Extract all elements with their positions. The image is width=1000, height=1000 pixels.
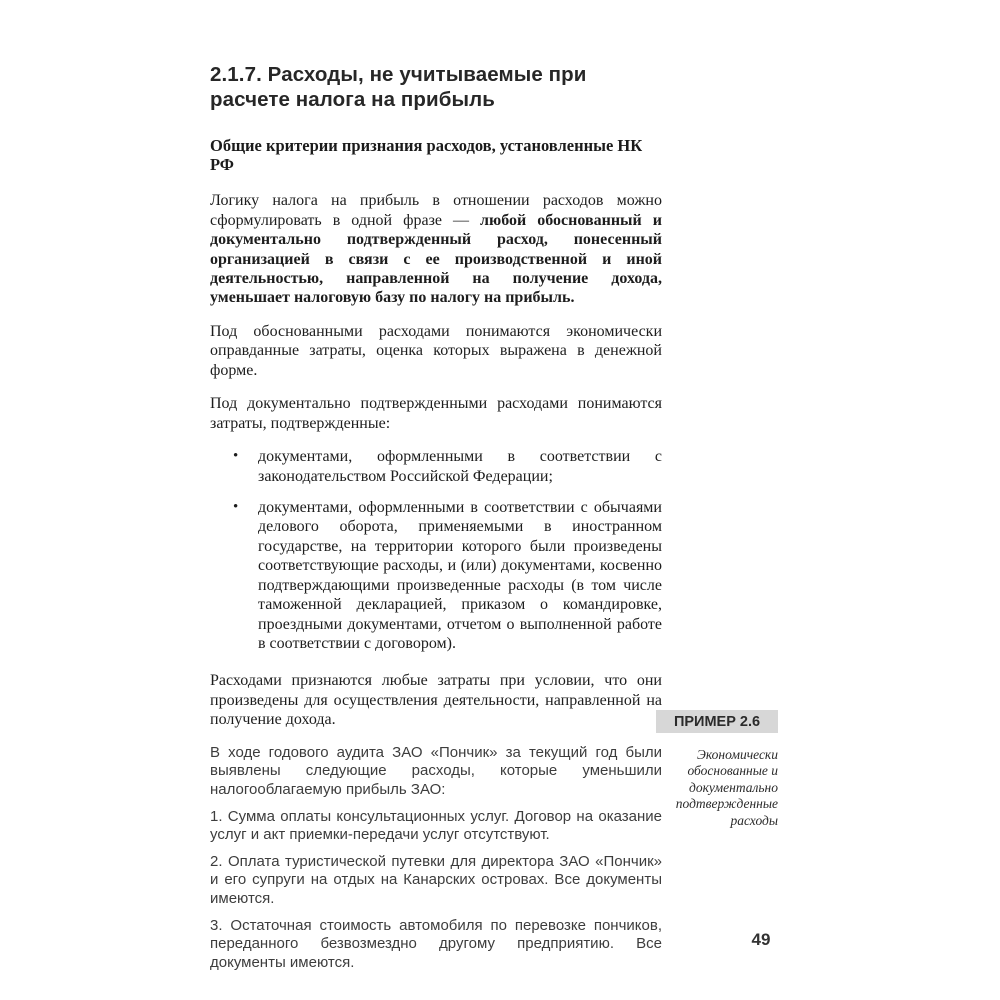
example-badge: ПРИМЕР 2.6 [656, 710, 778, 733]
bullet-icon: • [233, 498, 239, 515]
margin-sidebar [656, 710, 778, 829]
sidebar-caption: Экономически обоснованные и документально подтвержденные расходы [675, 747, 778, 828]
list-item [233, 498, 662, 654]
paragraph-justified-expenses: Под обоснованными расходами понимаются экономически оправданные затраты, оценка которых выражена в денежной форме. [210, 322, 662, 379]
paragraph-logic-normal: Логику налога на прибыль в отношении расходов можно сформулировать в одной фразе — [210, 192, 662, 229]
list-item [233, 447, 662, 486]
page-number: 49 [751, 930, 771, 949]
paragraph-logic-bold: любой обоснованный и документально подтвержденный расход, понесенный организацией в связи с ее производственной и иной деятельностью, направленной на получение дохода, уменьшает налоговую базу по налогу на прибыль. [210, 211, 662, 307]
example-item-2: 2. Оплата туристической путевки для директора ЗАО «Пончик» и его супруги на отдых на Канарских островах. Все документы имеются. [210, 852, 662, 907]
subsection-title: Общие критерии признания расходов, установленные НК РФ [210, 136, 643, 175]
example-block [210, 744, 662, 973]
bullet-text-russian-law: документами, оформленными в соответствии с законодательством Российской Федерации; [258, 448, 662, 485]
documents-bullet-list [210, 447, 662, 653]
paragraph-any-costs: Расходами признаются любые затраты при условии, что они произведены для осуществления деятельности, направленной на получение дохода. [210, 672, 662, 729]
example-item-3: 3. Остаточная стоимость автомобиля по перевозке пончиков, переданного безвозмездно другому предприятию. Все документы имеются. [210, 916, 662, 971]
main-text-column [210, 62, 662, 980]
paragraph-documented-expenses: Под документально подтвержденными расходами понимаются затраты, подтвержденные: [210, 395, 662, 432]
paragraph-logic [210, 191, 662, 308]
example-item-1: 1. Сумма оплаты консультационных услуг. Договор на оказание услуг и акт приемки-передачи услуг отсутствуют. [210, 807, 662, 844]
bullet-icon: • [233, 448, 239, 465]
example-intro: В ходе годового аудита ЗАО «Пончик» за текущий год были выявлены следующие расходы, которые уменьшили налогооблагаемую прибыль ЗАО: [210, 743, 662, 798]
section-title: 2.1.7. Расходы, не учитываемые при расчете налога на прибыль [210, 63, 587, 111]
bullet-text-foreign-custom: документами, оформленными в соответствии с обычаями делового оборота, применяемыми в иностранном государстве, на территории которого были произведены соответствующие расходы, и (или) документами, косвенно подтверждающими произведенные расходы (в том числе таможенной декларацией, приказом о командировке, проездными документами, отчетом о выполненной работе в соответствии с договором). [258, 498, 662, 652]
